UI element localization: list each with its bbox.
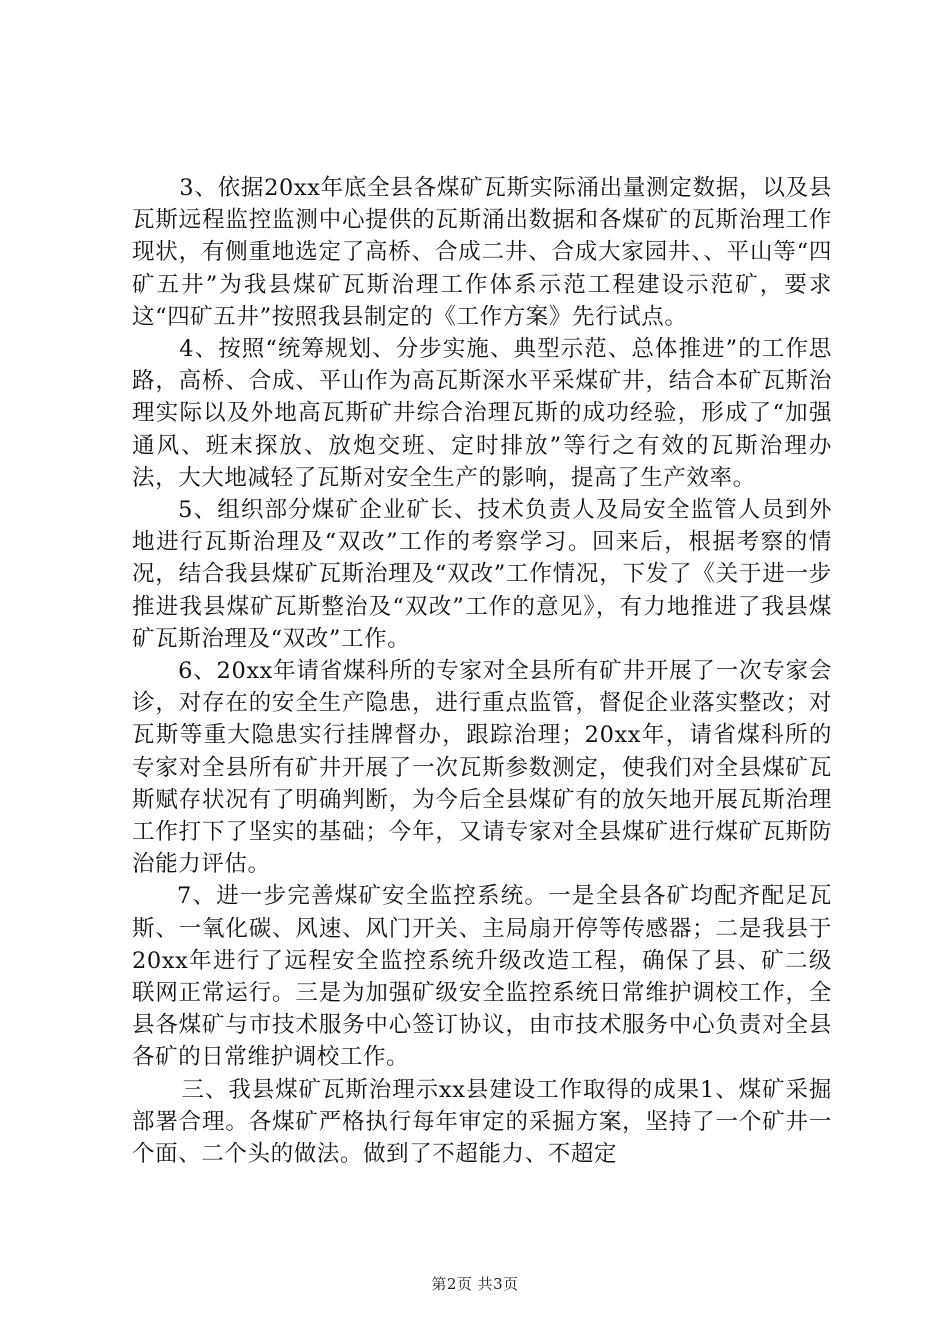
paragraph-section-three: 三、我县煤矿瓦斯治理示xx县建设工作取得的成果1、煤矿采掘部署合理。各煤矿严格执行每年审定的采掘方案，坚持了一个矿井一个面、二个头的做法。做到了不超能力、不超定 <box>132 1076 832 1168</box>
paragraph-item-3: 3、依据20xx年底全县各煤矿瓦斯实际涌出量测定数据，以及县瓦斯远程监控监测中心提供的瓦斯涌出数据和各煤矿的瓦斯治理工作现状，有侧重地选定了高桥、合成二井、合成大家园井、、平山等“四矿五井”为我县煤矿瓦斯治理工作体系示范工程建设示范矿，要求这“四矿五井”按照我县制定的《工作方案》先行试点。 <box>132 175 832 330</box>
paragraph-item-4: 4、按照“统筹规划、分步实施、典型示范、总体推进”的工作思路，高桥、合成、平山作为高瓦斯深水平采煤矿井，结合本矿瓦斯治理实际以及外地高瓦斯矿井综合治理瓦斯的成功经验，形成了“加强通风、班末探放、放炮交班、定时排放”等行之有效的瓦斯治理办法，大大地减轻了瓦斯对安全生产的影响，提高了生产效率。 <box>132 336 832 491</box>
paragraph-item-5: 5、组织部分煤矿企业矿长、技术负责人及局安全监管人员到外地进行瓦斯治理及“双改”工作的考察学习。回来后，根据考察的情况，结合我县煤矿瓦斯治理及“双改”工作情况，下发了《关于进一步推进我县煤矿瓦斯整治及“双改”工作的意见》，有力地推进了我县煤矿瓦斯治理及“双改”工作。 <box>132 497 832 652</box>
paragraph-item-7: 7、进一步完善煤矿安全监控系统。一是全县各矿均配齐配足瓦斯、一氧化碳、风速、风门开关、主局扇开停等传感器；二是我县于20xx年进行了远程安全监控系统升级改造工程，确保了县、矿二级联网正常运行。三是为加强矿级安全监控系统日常维护调校工作，全县各煤矿与市技术服务中心签订协议，由市技术服务中心负责对全县各矿的日常维护调校工作。 <box>132 883 832 1071</box>
page-footer: 第2页 共3页 <box>431 1275 519 1293</box>
paragraph-item-6: 6、20xx年请省煤科所的专家对全县所有矿井开展了一次专家会诊，对存在的安全生产隐患，进行重点监管，督促企业落实整改；对瓦斯等重大隐患实行挂牌督办，跟踪治理；20xx年，请省煤科所的专家对全县所有矿井开展了一次瓦斯参数测定，使我们对全县煤矿瓦斯赋存状况有了明确判断，为今后全县煤矿有的放矢地开展瓦斯治理工作打下了坚实的基础；今年，又请专家对全县煤矿进行煤矿瓦斯防治能力评估。 <box>132 658 832 878</box>
document-body <box>132 172 832 1170</box>
